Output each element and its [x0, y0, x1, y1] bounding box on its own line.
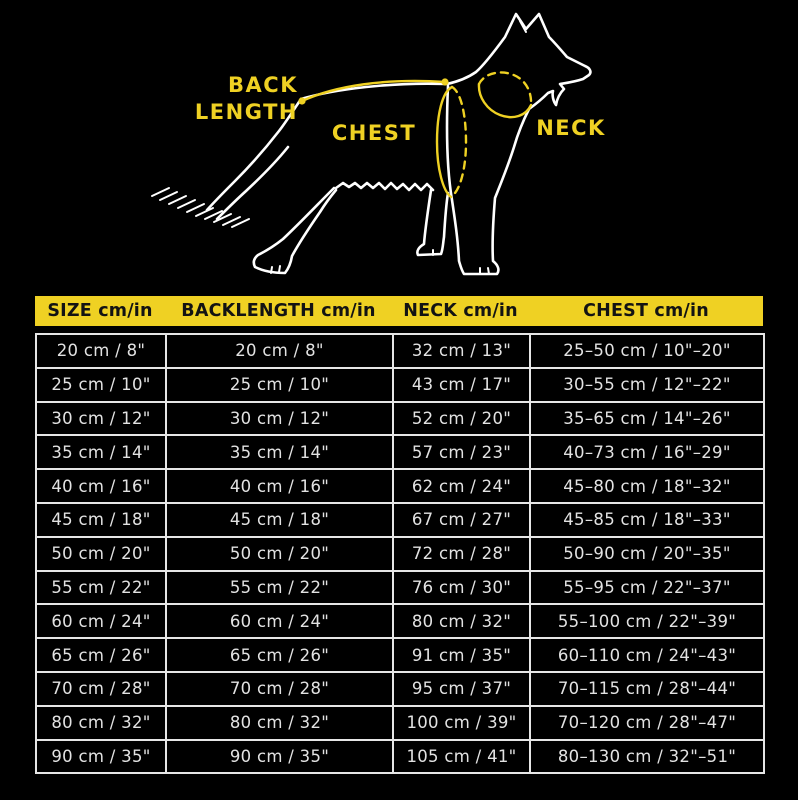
table-row [36, 368, 764, 402]
neck-ellipse-solid [479, 84, 531, 117]
table-cell: 72 cm / 28" [393, 537, 530, 571]
table-cell: 35–65 cm / 14"–26" [530, 402, 764, 436]
chest-ellipse-dashed [451, 87, 466, 197]
column-header-size: SIZE cm/in [47, 301, 153, 321]
table-row [36, 706, 764, 740]
table-cell: 90 cm / 35" [166, 740, 393, 774]
size-table-body [36, 334, 764, 773]
table-cell: 60–110 cm / 24"–43" [530, 638, 764, 672]
table-cell: 95 cm / 37" [393, 672, 530, 706]
table-cell: 60 cm / 24" [36, 604, 166, 638]
table-cell: 80 cm / 32" [166, 706, 393, 740]
table-row [36, 604, 764, 638]
table-cell: 45–85 cm / 18"–33" [530, 503, 764, 537]
table-cell: 32 cm / 13" [393, 334, 530, 368]
table-cell: 62 cm / 24" [393, 469, 530, 503]
dog-far-front-leg [417, 190, 448, 255]
table-cell: 70–115 cm / 28"–44" [530, 672, 764, 706]
back-length-dot-rear [298, 97, 305, 104]
dog-tail-fur [152, 188, 249, 227]
table-cell: 91 cm / 35" [393, 638, 530, 672]
dog-toe-marks [271, 250, 489, 274]
table-cell: 43 cm / 17" [393, 368, 530, 402]
table-cell: 35 cm / 14" [36, 435, 166, 469]
table-row [36, 638, 764, 672]
table-cell: 55–100 cm / 22"–39" [530, 604, 764, 638]
table-cell: 45 cm / 18" [36, 503, 166, 537]
table-cell: 45 cm / 18" [166, 503, 393, 537]
table-cell: 100 cm / 39" [393, 706, 530, 740]
table-cell: 45–80 cm / 18"–32" [530, 469, 764, 503]
table-cell: 35 cm / 14" [166, 435, 393, 469]
dog-belly-fur [336, 183, 433, 190]
size-table [35, 333, 765, 774]
table-row [36, 334, 764, 368]
table-cell: 50–90 cm / 20"–35" [530, 537, 764, 571]
column-header-backlength: BACKLENGTH cm/in [181, 301, 376, 321]
table-cell: 70–120 cm / 28"–47" [530, 706, 764, 740]
table-cell: 60 cm / 24" [166, 604, 393, 638]
column-header-neck: NECK cm/in [403, 301, 518, 321]
table-row [36, 503, 764, 537]
table-cell: 80–130 cm / 32"–51" [530, 740, 764, 774]
table-cell: 25 cm / 10" [36, 368, 166, 402]
table-cell: 80 cm / 32" [36, 706, 166, 740]
table-cell: 55 cm / 22" [166, 571, 393, 605]
table-cell: 30–55 cm / 12"–22" [530, 368, 764, 402]
dog-hind-leg [254, 188, 336, 273]
table-cell: 67 cm / 27" [393, 503, 530, 537]
table-row [36, 469, 764, 503]
table-header [35, 296, 763, 326]
dog-measurement-diagram [0, 0, 798, 292]
table-cell: 57 cm / 23" [393, 435, 530, 469]
neck-label: NECK [536, 116, 606, 140]
table-cell: 25 cm / 10" [166, 368, 393, 402]
table-cell: 52 cm / 20" [393, 402, 530, 436]
table-cell: 55 cm / 22" [36, 571, 166, 605]
column-header-chest: CHEST cm/in [583, 301, 709, 321]
table-cell: 65 cm / 26" [166, 638, 393, 672]
table-cell: 25–50 cm / 10"–20" [530, 334, 764, 368]
table-cell: 65 cm / 26" [36, 638, 166, 672]
table-cell: 40 cm / 16" [166, 469, 393, 503]
table-cell: 20 cm / 8" [166, 334, 393, 368]
back-length-dot-front [441, 78, 448, 85]
table-cell: 20 cm / 8" [36, 334, 166, 368]
table-cell: 30 cm / 12" [36, 402, 166, 436]
table-cell: 105 cm / 41" [393, 740, 530, 774]
dog-tail-lower [217, 147, 288, 219]
chest-label: CHEST [331, 121, 417, 145]
table-row [36, 537, 764, 571]
table-cell: 30 cm / 12" [166, 402, 393, 436]
table-row [36, 672, 764, 706]
table-cell: 80 cm / 32" [393, 604, 530, 638]
back-length-label-line1: BACK [228, 73, 298, 97]
neck-ellipse-dashed [479, 72, 531, 105]
back-length-label-line2: LENGTH [194, 100, 298, 124]
table-cell: 40–73 cm / 16"–29" [530, 435, 764, 469]
table-cell: 76 cm / 30" [393, 571, 530, 605]
table-cell: 50 cm / 20" [36, 537, 166, 571]
table-row [36, 402, 764, 436]
table-row [36, 740, 764, 774]
table-cell: 50 cm / 20" [166, 537, 393, 571]
table-cell: 70 cm / 28" [166, 672, 393, 706]
table-cell: 40 cm / 16" [36, 469, 166, 503]
table-row [36, 571, 764, 605]
table-cell: 90 cm / 35" [36, 740, 166, 774]
table-cell: 55–95 cm / 22"–37" [530, 571, 764, 605]
table-cell: 70 cm / 28" [36, 672, 166, 706]
table-row [36, 435, 764, 469]
